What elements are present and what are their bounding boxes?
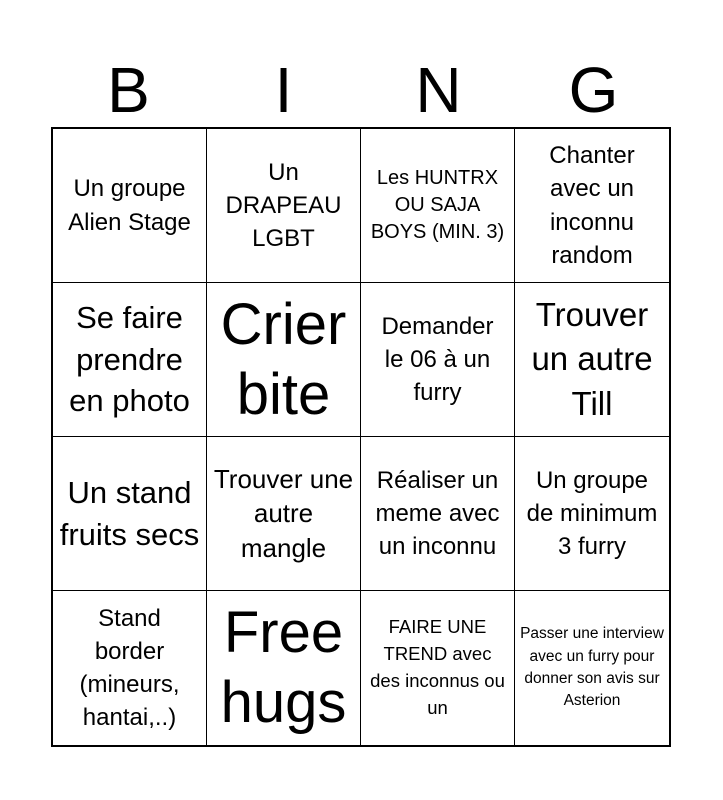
bingo-cell[interactable] <box>515 129 669 283</box>
cell-text: Demander le 06 à un furry <box>381 312 494 407</box>
bingo-cell[interactable] <box>53 591 207 745</box>
bingo-cell[interactable] <box>515 591 669 745</box>
cell-text: Trouver une autre mangle <box>213 464 354 563</box>
cell-text: Stand border (mineurs, hantai,..) <box>79 604 180 732</box>
cell-text: Un groupe de minimum 3 furry <box>526 466 658 561</box>
bingo-cell[interactable] <box>361 437 515 591</box>
bingo-title <box>51 52 671 128</box>
cell-text: FAIRE UNE TREND avec des inconnus ou un <box>370 616 505 718</box>
cell-text: Crier bite <box>220 291 347 427</box>
cell-text: Un groupe Alien Stage <box>68 175 191 236</box>
cell-text: Trouver un autre Till <box>531 296 653 422</box>
bingo-cell[interactable] <box>53 437 207 591</box>
cell-text: Chanter avec un inconnu random <box>549 142 635 269</box>
bingo-grid <box>51 127 671 747</box>
bingo-cell[interactable] <box>361 129 515 283</box>
bingo-cell[interactable] <box>515 283 669 437</box>
bingo-cell[interactable] <box>207 437 361 591</box>
bingo-cell[interactable] <box>515 437 669 591</box>
cell-text: Passer une interview avec un furry pour donner son avis sur Asterion <box>520 625 664 710</box>
bingo-cell[interactable] <box>53 129 207 283</box>
title-letter-g: G <box>568 54 619 126</box>
cell-text: Réaliser un meme avec un inconnu <box>375 466 500 561</box>
cell-text: Un stand fruits secs <box>59 474 200 552</box>
bingo-cell[interactable] <box>207 129 361 283</box>
title-letter-n: N <box>415 54 462 126</box>
bingo-cell[interactable] <box>53 283 207 437</box>
cell-text: Free hugs <box>220 600 347 735</box>
bingo-cell[interactable] <box>207 591 361 745</box>
bingo-cell[interactable] <box>207 283 361 437</box>
cell-text: Se faire prendre en photo <box>69 299 190 419</box>
cell-text: Un DRAPEAU LGBT <box>225 158 342 253</box>
title-letter-i: I <box>274 54 293 126</box>
cell-text: Les HUNTRX OU SAJA BOYS (MIN. 3) <box>370 167 505 243</box>
title-letter-b: B <box>107 54 150 126</box>
bingo-cell[interactable] <box>361 283 515 437</box>
bingo-cell[interactable] <box>361 591 515 745</box>
